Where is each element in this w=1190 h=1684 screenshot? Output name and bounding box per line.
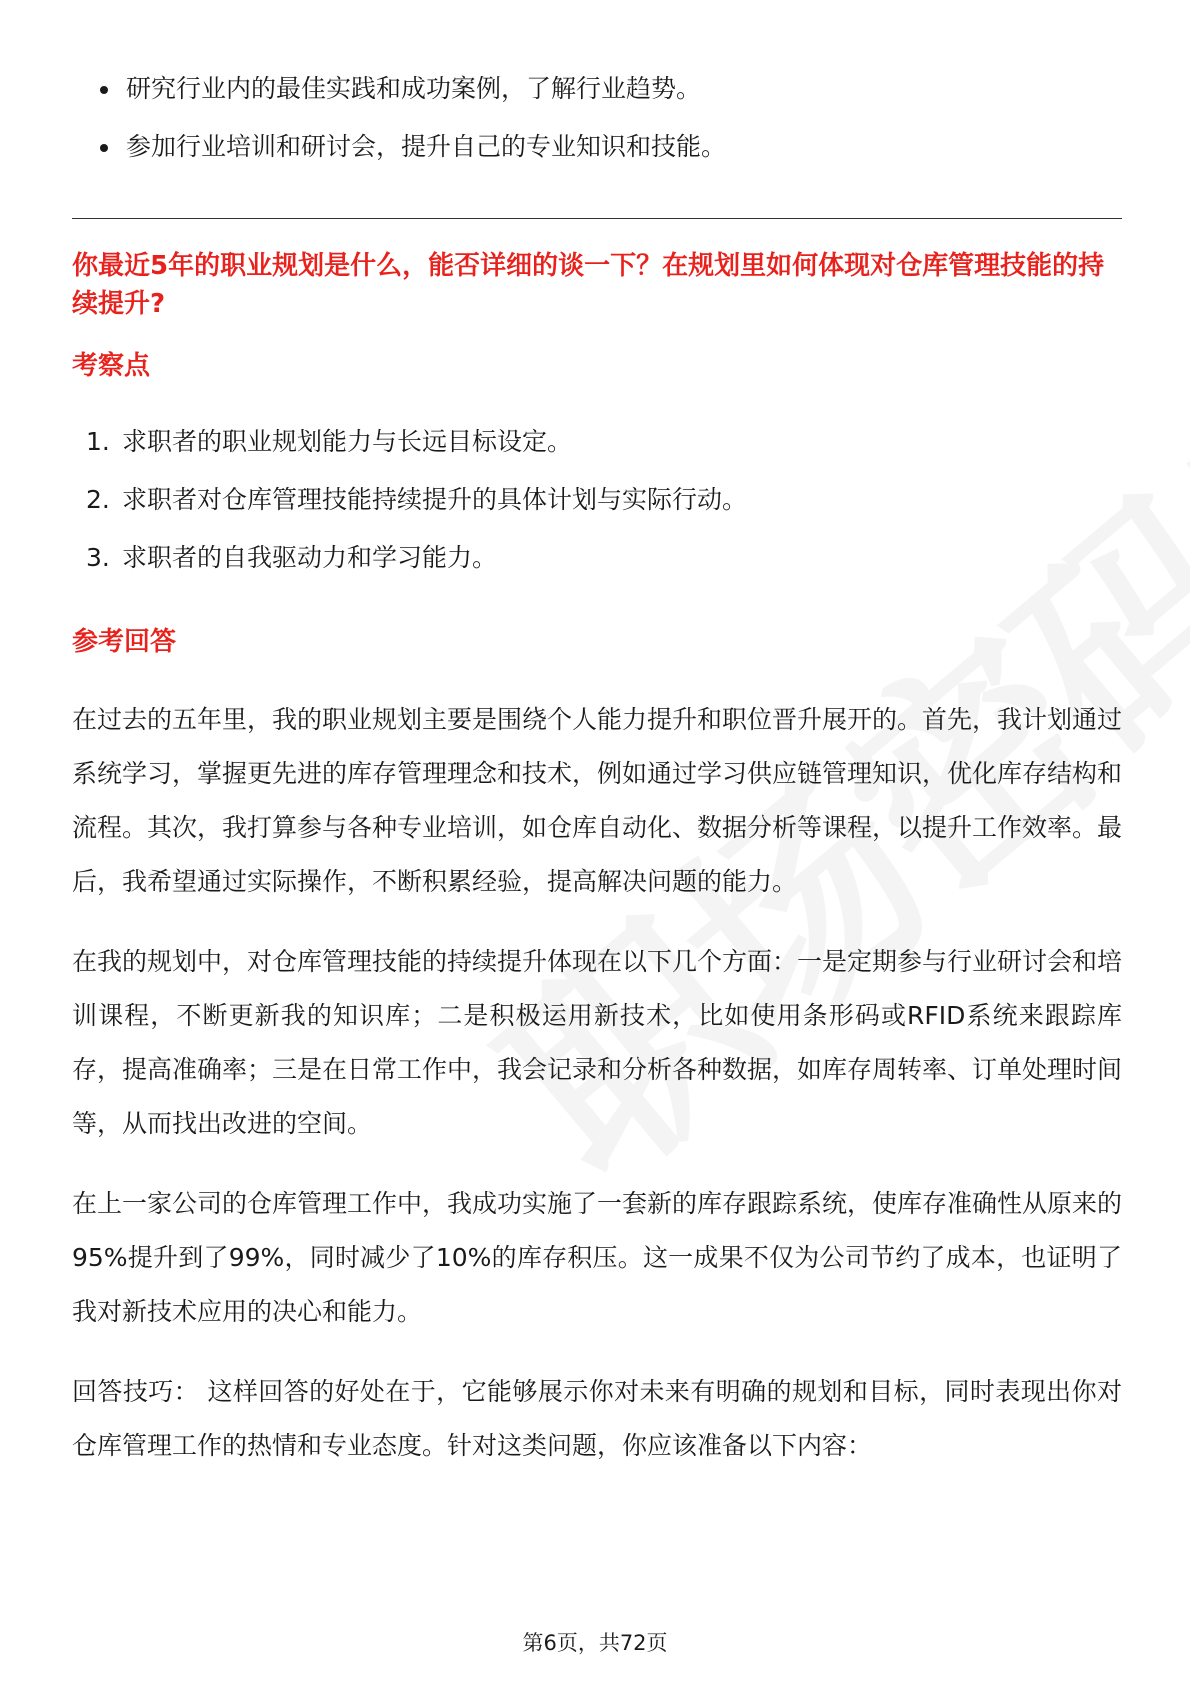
focus-list (72, 413, 1122, 587)
focus-heading: 考察点 (72, 351, 151, 381)
item-text: 求职者的职业规划能力与长远目标设定。 (122, 427, 573, 456)
bullet-list (72, 60, 1122, 176)
item-number: 1. (86, 427, 110, 456)
bullet-item: 参加行业培训和研讨会，提升自己的专业知识和技能。 (72, 118, 1122, 176)
focus-item (72, 471, 1122, 529)
section-divider (72, 218, 1122, 219)
answer-paragraph: 在上一家公司的仓库管理工作中，我成功实施了一套新的库存跟踪系统，使库存准确性从原来的95%提升到了99%，同时减少了10%的库存积压。这一成果不仅为公司节约了成本，也证明了我对新技术应用的决心和能力。 (72, 1189, 1123, 1326)
bullet-item: 研究行业内的最佳实践和成功案例，了解行业趋势。 (72, 60, 1122, 118)
tips-paragraph: 回答技巧： 这样回答的好处在于，它能够展示你对未来有明确的规划和目标，同时表现出你对仓库管理工作的热情和专业态度。针对这类问题，你应该准备以下内容： (72, 1377, 1122, 1460)
document-body (72, 60, 1122, 1473)
item-text: 求职者对仓库管理技能持续提升的具体计划与实际行动。 (122, 485, 748, 514)
item-number: 2. (86, 485, 110, 514)
item-number: 3. (86, 543, 110, 572)
item-text: 求职者的自我驱动力和学习能力。 (122, 543, 498, 572)
page-footer: 第6页，共72页 (522, 1631, 668, 1655)
question-heading: 你最近5年的职业规划是什么，能否详细的谈一下？在规划里如何体现对仓库管理技能的持续提升? (72, 251, 1105, 319)
focus-item (72, 413, 1122, 471)
focus-item (72, 529, 1122, 587)
answer-paragraph: 在过去的五年里，我的职业规划主要是围绕个人能力提升和职位晋升展开的。首先，我计划通过系统学习，掌握更先进的库存管理理念和技术，例如通过学习供应链管理知识，优化库存结构和流程。其次，我打算参与各种专业培训，如仓库自动化、数据分析等课程，以提升工作效率。最后，我希望通过实际操作，不断积累经验，提高解决问题的能力。 (72, 705, 1123, 896)
answer-heading: 参考回答 (72, 627, 177, 657)
answer-paragraph: 在我的规划中，对仓库管理技能的持续提升体现在以下几个方面：一是定期参与行业研讨会和培训课程，不断更新我的知识库；二是积极运用新技术，比如使用条形码或RFID系统来跟踪库存，提高准确率；三是在日常工作中，我会记录和分析各种数据，如库存周转率、订单处理时间等，从而找出改进的空间。 (72, 947, 1123, 1138)
